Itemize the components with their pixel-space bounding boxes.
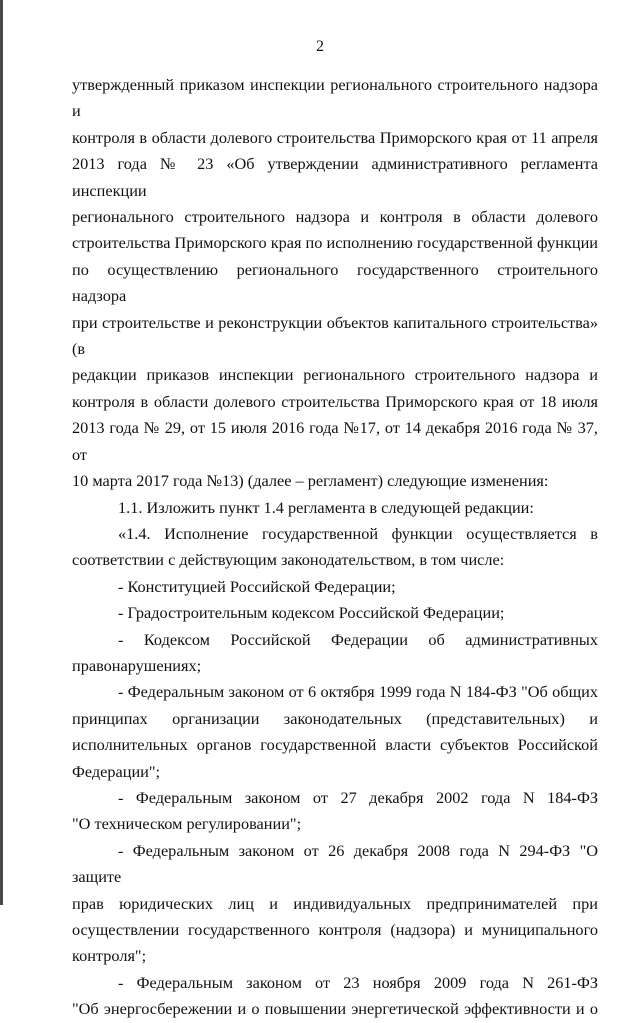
text-line: - Федеральным законом от 27 декабря 2002 года N 184-ФЗ <box>118 787 598 807</box>
page-body <box>72 72 598 1023</box>
text-line: по осуществлению регионального государственного строительного надзора <box>72 259 598 306</box>
text-line: - Кодексом Российской Федерации об административных <box>118 629 598 649</box>
text-line: строительства Приморского края по исполнению государственной функции <box>72 233 598 253</box>
text-line: при строительстве и реконструкции объектов капитального строительства» (в <box>72 312 598 359</box>
text-line: «1.4. Исполнение государственной функции осуществляется в <box>118 523 598 543</box>
text-line: - Конституцией Российской Федерации; <box>118 576 396 596</box>
text-line: - Градостроительным кодексом Российской Федерации; <box>118 603 505 623</box>
text-line: 2013 года № 29, от 15 июля 2016 года №17, от 14 декабря 2016 года № 37, от <box>72 418 598 464</box>
text-line: Федерации"; <box>72 761 161 781</box>
text-line: регионального строительного надзора и контроля в области долевого <box>72 207 598 227</box>
scan-edge <box>0 0 3 905</box>
text-line: прав юридических лиц и индивидуальных предпринимателей при <box>72 893 598 913</box>
text-line: контроля"; <box>72 946 147 966</box>
text-line: принципах организации законодательных (представительных) и <box>72 708 598 728</box>
text-line: - Федеральным законом от 6 октября 1999 года N 184-ФЗ "Об общих <box>118 682 598 702</box>
text-line: соответствии с действующим законодательством, в том числе: <box>72 550 505 570</box>
text-line: контроля в области долевого строительства Приморского края от 18 июля <box>72 391 598 411</box>
text-line: - Федеральным законом от 23 ноября 2009 года N 261-ФЗ <box>118 972 598 992</box>
text-line: контроля в области долевого строительства Приморского края от 11 апреля <box>72 127 598 147</box>
page-number: 2 <box>316 38 324 55</box>
text-line: - Федеральным законом от 26 декабря 2008 года N 294-ФЗ "О защите <box>72 840 598 887</box>
text-line: 1.1. Изложить пункт 1.4 регламента в следующей редакции: <box>118 497 534 517</box>
text-line: 10 марта 2017 года №13) (далее – регламент) следующие изменения: <box>72 471 549 491</box>
text-line: осуществлении государственного контроля (надзора) и муниципального <box>72 920 598 939</box>
text-line: редакции приказов инспекции регионального строительного надзора и <box>72 365 598 385</box>
text-line: 2013 года № 23 «Об утверждении административного регламента инспекции <box>72 154 598 200</box>
text-line: правонарушениях; <box>72 655 202 675</box>
text-line: "Об энергосбережении и о повышении энергетической эффективности и о <box>72 999 598 1019</box>
text-line: "О техническом регулировании"; <box>72 814 302 834</box>
text-line: исполнительных органов государственной власти субъектов Российской <box>72 735 598 755</box>
text-line: утвержденный приказом инспекции регионального строительного надзора и <box>72 75 598 121</box>
